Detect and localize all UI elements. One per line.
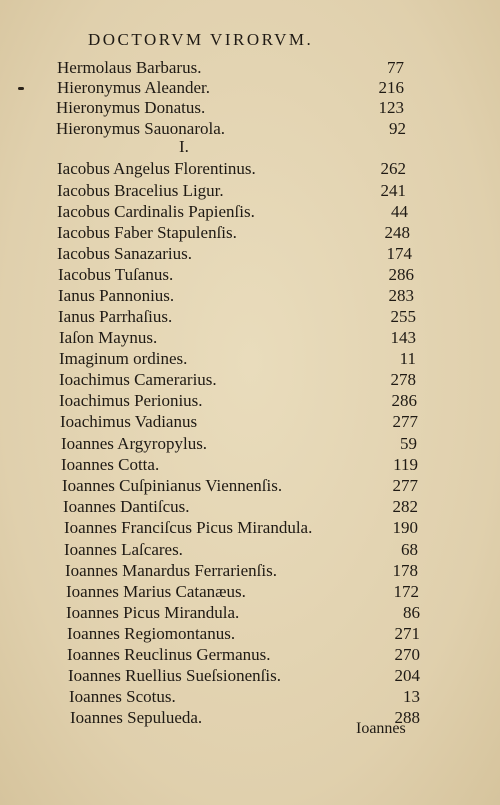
index-entry [58, 306, 430, 328]
entry-name: Ioachimus Camerarius. [59, 370, 217, 389]
entry-name: Hieronymus Sauonarola. [56, 119, 226, 138]
entry-name: Ioannes Reuclinus Germanus. [67, 645, 271, 664]
entry-name: Ioannes Cuſpinianus Viennenſis. [62, 476, 283, 495]
entry-name: Iacobus Faber Stapulenſis. [57, 223, 237, 242]
index-entry [58, 264, 430, 286]
entry-page-number: 270 [394, 645, 420, 664]
entry-page-number: 92 [389, 119, 406, 138]
entry-name: Iacobus Tuſanus. [58, 265, 174, 284]
index-entry [64, 517, 430, 539]
entry-page-number: 86 [403, 603, 420, 622]
entry-name: Iacobus Cardinalis Papienſis. [57, 202, 255, 221]
entry-page-number: 277 [392, 412, 418, 431]
index-entry [57, 222, 430, 244]
entry-page-number: 119 [393, 455, 418, 474]
index-entry [58, 285, 430, 307]
entry-name: Iaſon Maynus. [59, 328, 158, 347]
index-entry [59, 369, 430, 391]
index-entry [59, 327, 430, 349]
entry-page-number: 282 [392, 497, 418, 516]
index-entry [57, 243, 430, 265]
entry-name: Ioachimus Perionius. [59, 391, 203, 410]
index-entry [66, 581, 430, 603]
entry-page-number: 286 [391, 391, 417, 410]
running-head: DOCTORVM VIRORVM. [88, 30, 314, 49]
entry-page-number: 11 [399, 349, 416, 368]
index-entry [62, 475, 430, 497]
index-entry [61, 433, 430, 455]
entry-name: Ioannes Sepulueda. [70, 708, 203, 727]
index-entry [57, 57, 430, 79]
entry-name: Ioannes Argyropylus. [61, 434, 208, 453]
entry-name: Iacobus Bracelius Ligur. [57, 181, 224, 200]
entry-name: Hieronymus Donatus. [56, 98, 206, 117]
entry-name: Ioannes Ruellius Sueſsionenſis. [68, 666, 281, 685]
entry-name: Iacobus Angelus Florentinus. [57, 159, 256, 178]
ink-mark [18, 87, 24, 90]
entry-page-number: 262 [380, 159, 406, 178]
entry-page-number: 216 [378, 78, 404, 97]
catchword: Ioannes [356, 720, 406, 737]
index-entry [59, 390, 430, 412]
index-entry [68, 665, 430, 687]
entry-name: Imaginum ordines. [59, 349, 188, 368]
entry-name: Ioannes Manardus Ferrarienſis. [65, 561, 277, 580]
entry-page-number: 241 [380, 181, 406, 200]
entry-page-number: 204 [394, 666, 420, 685]
index-entry [65, 560, 430, 582]
index-entry [66, 602, 430, 624]
index-entry [61, 454, 430, 476]
entry-name: Ioannes Franciſcus Picus Mirandula. [64, 518, 313, 537]
entry-page-number: 283 [388, 286, 414, 305]
entry-page-number: 172 [393, 582, 419, 601]
index-entry [60, 411, 430, 433]
entry-page-number: 248 [384, 223, 410, 242]
entry-name: Ioachimus Vadianus [60, 412, 198, 431]
index-entry [57, 201, 430, 223]
entry-page-number: 174 [386, 244, 412, 263]
entry-name: Ioannes Laſcares. [64, 540, 183, 559]
entry-page-number: 77 [387, 58, 404, 77]
entry-page-number: 59 [400, 434, 417, 453]
entry-page-number: 271 [394, 624, 420, 643]
entry-page-number: 123 [378, 98, 404, 117]
entry-name: Ioannes Marius Catanæus. [66, 582, 246, 601]
entry-page-number: 143 [390, 328, 416, 347]
entry-name: Hermolaus Barbarus. [57, 58, 202, 77]
entry-page-number: 286 [388, 265, 414, 284]
index-entry [57, 180, 430, 202]
entry-page-number: 68 [401, 540, 418, 559]
index-entry [56, 118, 430, 140]
entry-page-number: 44 [391, 202, 408, 221]
entry-name: Iacobus Sanazarius. [57, 244, 193, 263]
index-entry [69, 686, 430, 708]
index-entry [63, 496, 430, 518]
entry-page-number: 278 [390, 370, 416, 389]
section-letter: I. [179, 137, 189, 156]
entry-name: Ianus Parrhaſius. [58, 307, 173, 326]
entry-name: Hieronymus Aleander. [57, 78, 210, 97]
index-entry [67, 644, 430, 666]
index-entry [67, 623, 430, 645]
entry-page-number: 255 [390, 307, 416, 326]
entry-page-number: 13 [403, 687, 420, 706]
entry-page-number: 288 [394, 708, 420, 727]
index-entry [59, 348, 430, 370]
entry-name: Ioannes Cotta. [61, 455, 160, 474]
index-entry [64, 539, 430, 561]
entry-name: Ioannes Scotus. [69, 687, 176, 706]
index-entry [56, 97, 430, 119]
entry-name: Ianus Pannonius. [58, 286, 175, 305]
entry-name: Ioannes Dantiſcus. [63, 497, 190, 516]
entry-page-number: 178 [392, 561, 418, 580]
index-entry [57, 158, 430, 180]
entry-page-number: 190 [392, 518, 418, 537]
entry-page-number: 277 [392, 476, 418, 495]
index-entry [57, 77, 430, 99]
entry-name: Ioannes Regiomontanus. [67, 624, 236, 643]
entry-name: Ioannes Picus Mirandula. [66, 603, 240, 622]
